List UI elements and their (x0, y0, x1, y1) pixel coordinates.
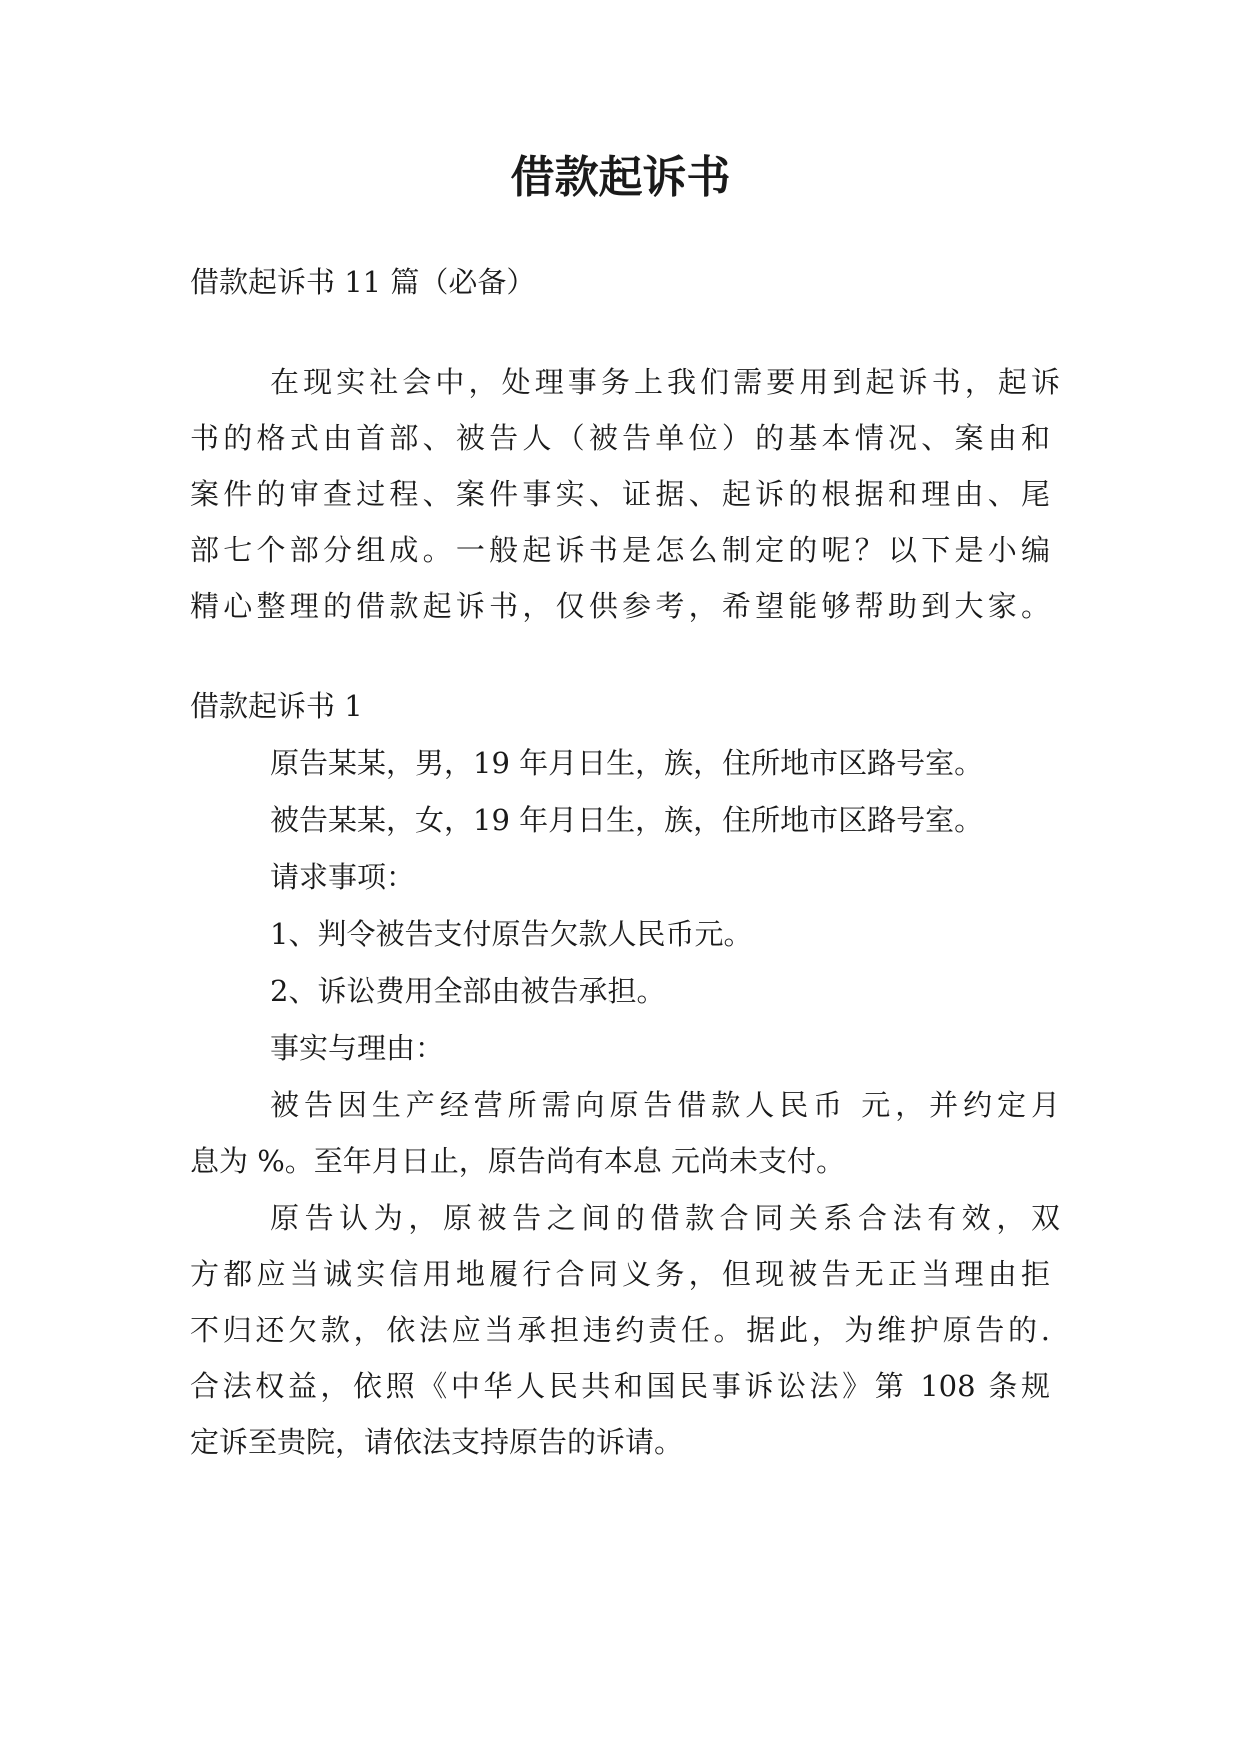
facts-line-2: 息为 %。至年月日止，原告尚有本息 元尚未支付。 (190, 1144, 845, 1178)
claim-item-2: 2、诉讼费用全部由被告承担。 (270, 974, 666, 1008)
plaintiff-line: 原告某某，男，19 年月日生，族，住所地市区路号室。 (270, 746, 984, 780)
reason-line-2: 方都应当诚实信用地履行合同义务，但现被告无正当理由拒 (190, 1257, 1050, 1291)
intro-line-5: 精心整理的借款起诉书，仅供参考，希望能够帮助到大家。 (190, 589, 1050, 623)
document-title: 借款起诉书 (510, 152, 731, 203)
facts-heading: 事实与理由： (270, 1031, 445, 1065)
intro-line-2: 书的格式由首部、被告人（被告单位）的基本情况、案由和 (190, 421, 1050, 455)
reason-line-5: 定诉至贵院，请依法支持原告的诉请。 (190, 1425, 684, 1459)
reason-line-3: 不归还欠款，依法应当承担违约责任。据此，为维护原告的. (190, 1313, 1050, 1347)
claims-heading: 请求事项： (270, 860, 416, 894)
intro-line-3: 案件的审查过程、案件事实、证据、起诉的根据和理由、尾 (190, 477, 1050, 511)
intro-line-4: 部七个部分组成。一般起诉书是怎么制定的呢？以下是小编 (190, 533, 1050, 567)
reason-line-1: 原告认为，原被告之间的借款合同关系合法有效，双 (270, 1201, 1060, 1235)
reason-line-4: 合法权益，依照《中华人民共和国民事诉讼法》第 108 条规 (190, 1369, 1050, 1403)
claim-item-1: 1、判令被告支付原告欠款人民币元。 (270, 917, 753, 951)
document-subtitle: 借款起诉书 11 篇（必备） (190, 265, 536, 299)
defendant-line: 被告某某，女，19 年月日生，族，住所地市区路号室。 (270, 803, 984, 837)
facts-line-1: 被告因生产经营所需向原告借款人民币 元，并约定月 (270, 1088, 1060, 1122)
intro-line-1: 在现实社会中，处理事务上我们需要用到起诉书，起诉 (270, 365, 1060, 399)
section-heading: 借款起诉书 1 (190, 689, 363, 723)
